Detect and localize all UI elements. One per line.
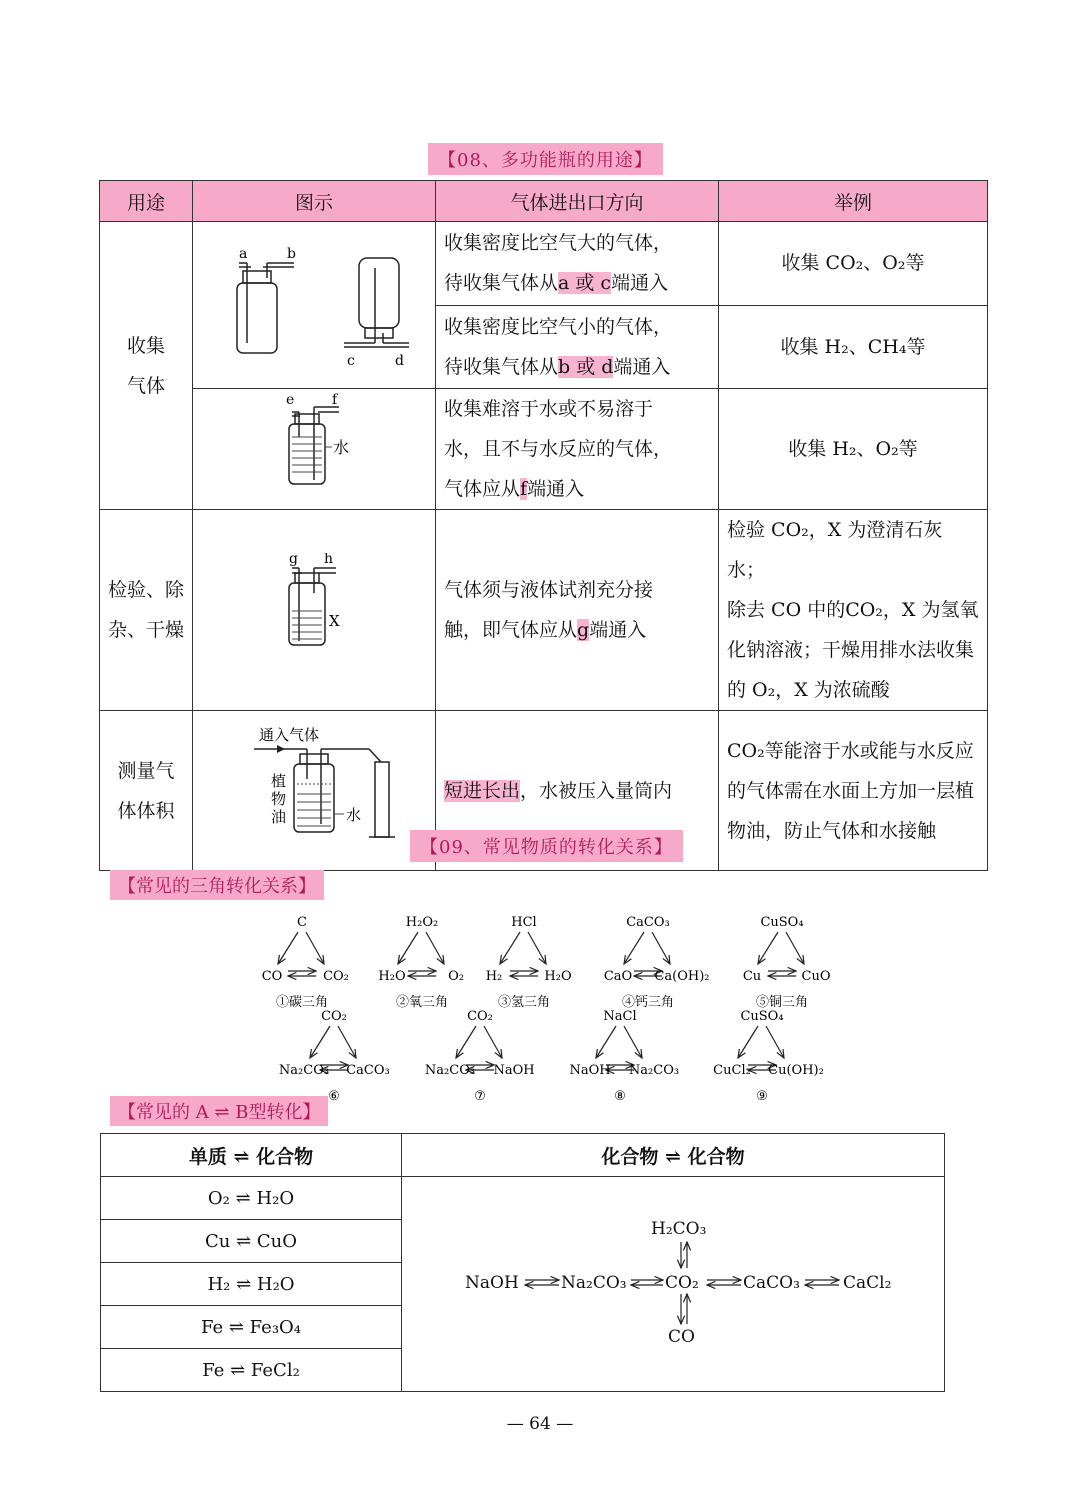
header-direction: 气体进出口方向 — [436, 181, 719, 222]
triangle-top: C — [297, 915, 307, 930]
svg-text:X: X — [329, 612, 340, 630]
svg-text:水: 水 — [346, 805, 362, 824]
triangle-left: CO — [261, 969, 283, 984]
triangle-right: Cu(OH)₂ — [768, 1063, 824, 1078]
use-measure-volume: 测量气 体体积 — [100, 711, 193, 871]
triangle-left: Na₂CO₃ — [424, 1063, 476, 1078]
triangle-label: ⑧ — [614, 1089, 626, 1100]
direction-water-collection: 收集难溶于水或不易溶于 水，且不与水反应的气体， 气体应从f端通入 — [436, 389, 719, 510]
svg-text:Na₂CO₃: Na₂CO₃ — [561, 1272, 627, 1293]
triangle-left: CaO — [603, 969, 633, 984]
triangle-item — [378, 915, 464, 1010]
svg-text:g: g — [289, 553, 298, 567]
direction-measure-volume: 短进长出，水被压入量筒内 — [436, 711, 719, 871]
use-test-purify-dry: 检验、除 杂、干燥 — [100, 510, 193, 711]
example-lighter-gas: 收集 H₂、CH₄等 — [719, 305, 988, 389]
triangle-label: ③氢三角 — [497, 995, 551, 1010]
ab-conversion-table — [100, 1133, 945, 1392]
triangle-left: H₂ — [485, 969, 503, 984]
ab-row: Fe ⇌ FeCl₂ — [101, 1349, 402, 1392]
svg-text:a: a — [239, 246, 248, 262]
svg-text:通入气体: 通入气体 — [259, 725, 320, 744]
example-water-collection: 收集 H₂、O₂等 — [719, 389, 988, 510]
ab-row: Fe ⇌ Fe₃O₄ — [101, 1306, 402, 1349]
svg-text:物: 物 — [271, 789, 287, 808]
triangle-arrow — [426, 932, 444, 964]
triangle-top: CuSO₄ — [740, 1009, 784, 1024]
triangle-arrow — [456, 1026, 476, 1058]
svg-text:NaOH: NaOH — [465, 1272, 519, 1293]
triangle-label: ①碳三角 — [275, 995, 329, 1010]
triangle-item — [569, 1009, 679, 1100]
triangle-label: ②氧三角 — [395, 995, 449, 1010]
svg-text:e: e — [286, 392, 295, 408]
svg-text:c: c — [347, 353, 355, 369]
triangle-top: CO₂ — [467, 1009, 493, 1024]
triangle-arrow — [306, 932, 324, 964]
triangle-arrow — [738, 1026, 758, 1058]
triangle-top: HCl — [511, 915, 537, 930]
triangle-arrow — [758, 932, 778, 964]
svg-text:H₂CO₃: H₂CO₃ — [651, 1218, 707, 1239]
inlet-g: g — [577, 619, 590, 641]
svg-text:油: 油 — [271, 807, 287, 826]
triangle-label: ⑥ — [328, 1089, 340, 1100]
triangle-arrow — [528, 932, 546, 964]
triangle-label: ⑤铜三角 — [755, 995, 809, 1010]
triangle-diagrams — [0, 900, 1080, 1100]
triangle-item — [262, 915, 349, 1010]
triangle-arrow — [624, 1026, 642, 1058]
use-collect-gas: 收集气体 — [100, 222, 193, 510]
triangle-left: H₂O — [378, 969, 406, 984]
triangle-left: CuCl₂ — [713, 1063, 751, 1078]
triangle-arrow — [484, 1026, 502, 1058]
triangle-item — [743, 915, 831, 1010]
inlet-a-or-c: a 或 c — [558, 272, 612, 295]
svg-text:b: b — [287, 246, 296, 262]
short-in-long-out: 短进长出 — [444, 779, 521, 802]
triangle-right: Na₂CO₃ — [628, 1063, 680, 1078]
triangle-item — [604, 915, 710, 1010]
triangle-item — [425, 1009, 535, 1100]
triangle-arrow — [398, 932, 418, 964]
triangle-top: H₂O₂ — [405, 915, 439, 930]
svg-text:CO₂: CO₂ — [665, 1272, 699, 1293]
svg-text:水: 水 — [333, 438, 350, 457]
figure-water-collection — [193, 389, 436, 510]
triangle-label: ⑨ — [756, 1089, 768, 1100]
figure-wash-bottle — [193, 510, 436, 711]
section-09-title: 【09、常见物质的转化关系】 — [410, 830, 683, 862]
triangle-arrow — [310, 1026, 330, 1058]
triangle-right: Ca(OH)₂ — [654, 969, 710, 984]
svg-text:f: f — [332, 392, 338, 408]
compound-chain-cell — [402, 1177, 945, 1392]
example-measure-volume: CO₂等能溶于水或能与水反应 的气体需在水面上方加一层植 物油，防止气体和水接触 — [719, 711, 988, 871]
inlet-f: f — [520, 478, 528, 500]
page-number: — 64 — — [506, 1414, 574, 1434]
svg-text:d: d — [395, 353, 404, 369]
header-compound-compound: 化合物 ⇌ 化合物 — [402, 1134, 945, 1177]
ab-row: Cu ⇌ CuO — [101, 1220, 402, 1263]
triangle-arrow — [766, 1026, 784, 1058]
triangle-label: ④钙三角 — [621, 995, 675, 1010]
triangle-left: Cu — [742, 969, 762, 984]
triangle-left: NaOH — [569, 1063, 611, 1078]
svg-text:植: 植 — [271, 771, 287, 790]
triangle-right: CaCO₃ — [346, 1063, 390, 1078]
triangle-right: CO₂ — [323, 969, 349, 984]
triangle-item — [713, 1009, 824, 1100]
header-example: 举例 — [719, 181, 988, 222]
triangle-arrow — [624, 932, 644, 964]
triangle-arrow — [338, 1026, 356, 1058]
triangle-top: NaCl — [603, 1009, 637, 1024]
ab-subtitle: 【常见的 A ⇌ B型转化】 — [110, 1096, 328, 1126]
header-figure: 图示 — [193, 181, 436, 222]
triangle-arrow — [596, 1026, 616, 1058]
direction-wash-bottle: 气体须与液体试剂充分接 触，即气体应从g端通入 — [436, 510, 719, 711]
triangle-top: CO₂ — [321, 1009, 347, 1024]
triangle-right: O₂ — [448, 969, 464, 984]
triangle-arrow — [786, 932, 804, 964]
ab-row: H₂ ⇌ H₂O — [101, 1263, 402, 1306]
ab-row: O₂ ⇌ H₂O — [101, 1177, 402, 1220]
compound-chain-diagram — [403, 1182, 943, 1382]
svg-text:CaCO₃: CaCO₃ — [743, 1272, 800, 1293]
multifunction-bottle-table — [99, 180, 988, 871]
triangle-right: H₂O — [544, 969, 572, 984]
section-08-title: 【08、多功能瓶的用途】 — [428, 143, 663, 175]
triangle-label: ⑦ — [474, 1089, 486, 1100]
header-use: 用途 — [100, 181, 193, 222]
direction-heavier-gas: 收集密度比空气大的气体， 待收集气体从a 或 c端通入 — [436, 222, 719, 306]
direction-lighter-gas: 收集密度比空气小的气体， 待收集气体从b 或 d端通入 — [436, 305, 719, 389]
figure-collect-bottles — [193, 222, 436, 389]
triangle-right: NaOH — [493, 1063, 535, 1078]
triangle-top: CuSO₄ — [760, 915, 804, 930]
triangle-right: CuO — [801, 969, 831, 984]
triangle-subtitle: 【常见的三角转化关系】 — [110, 870, 324, 900]
svg-text:CaCl₂: CaCl₂ — [843, 1272, 892, 1293]
figure-measure-volume — [193, 711, 436, 871]
triangle-top: CaCO₃ — [626, 915, 670, 930]
triangle-arrow — [500, 932, 520, 964]
svg-text:CO: CO — [668, 1326, 695, 1347]
inlet-b-or-d: b 或 d — [558, 355, 614, 378]
example-wash-bottle: 检验 CO₂，X 为澄清石灰水； 除去 CO 中的CO₂，X 为氢氧 化钠溶液；干燥用排水法收集 的 O₂，X 为浓硫酸 — [719, 510, 988, 711]
triangle-item — [279, 1009, 390, 1100]
header-element-compound: 单质 ⇌ 化合物 — [101, 1134, 402, 1177]
triangle-left: Na₂CO₃ — [278, 1063, 330, 1078]
triangle-arrow — [278, 932, 298, 964]
triangle-item — [486, 915, 572, 1010]
svg-text:h: h — [324, 553, 334, 567]
triangle-arrow — [652, 932, 670, 964]
example-heavier-gas: 收集 CO₂、O₂等 — [719, 222, 988, 306]
